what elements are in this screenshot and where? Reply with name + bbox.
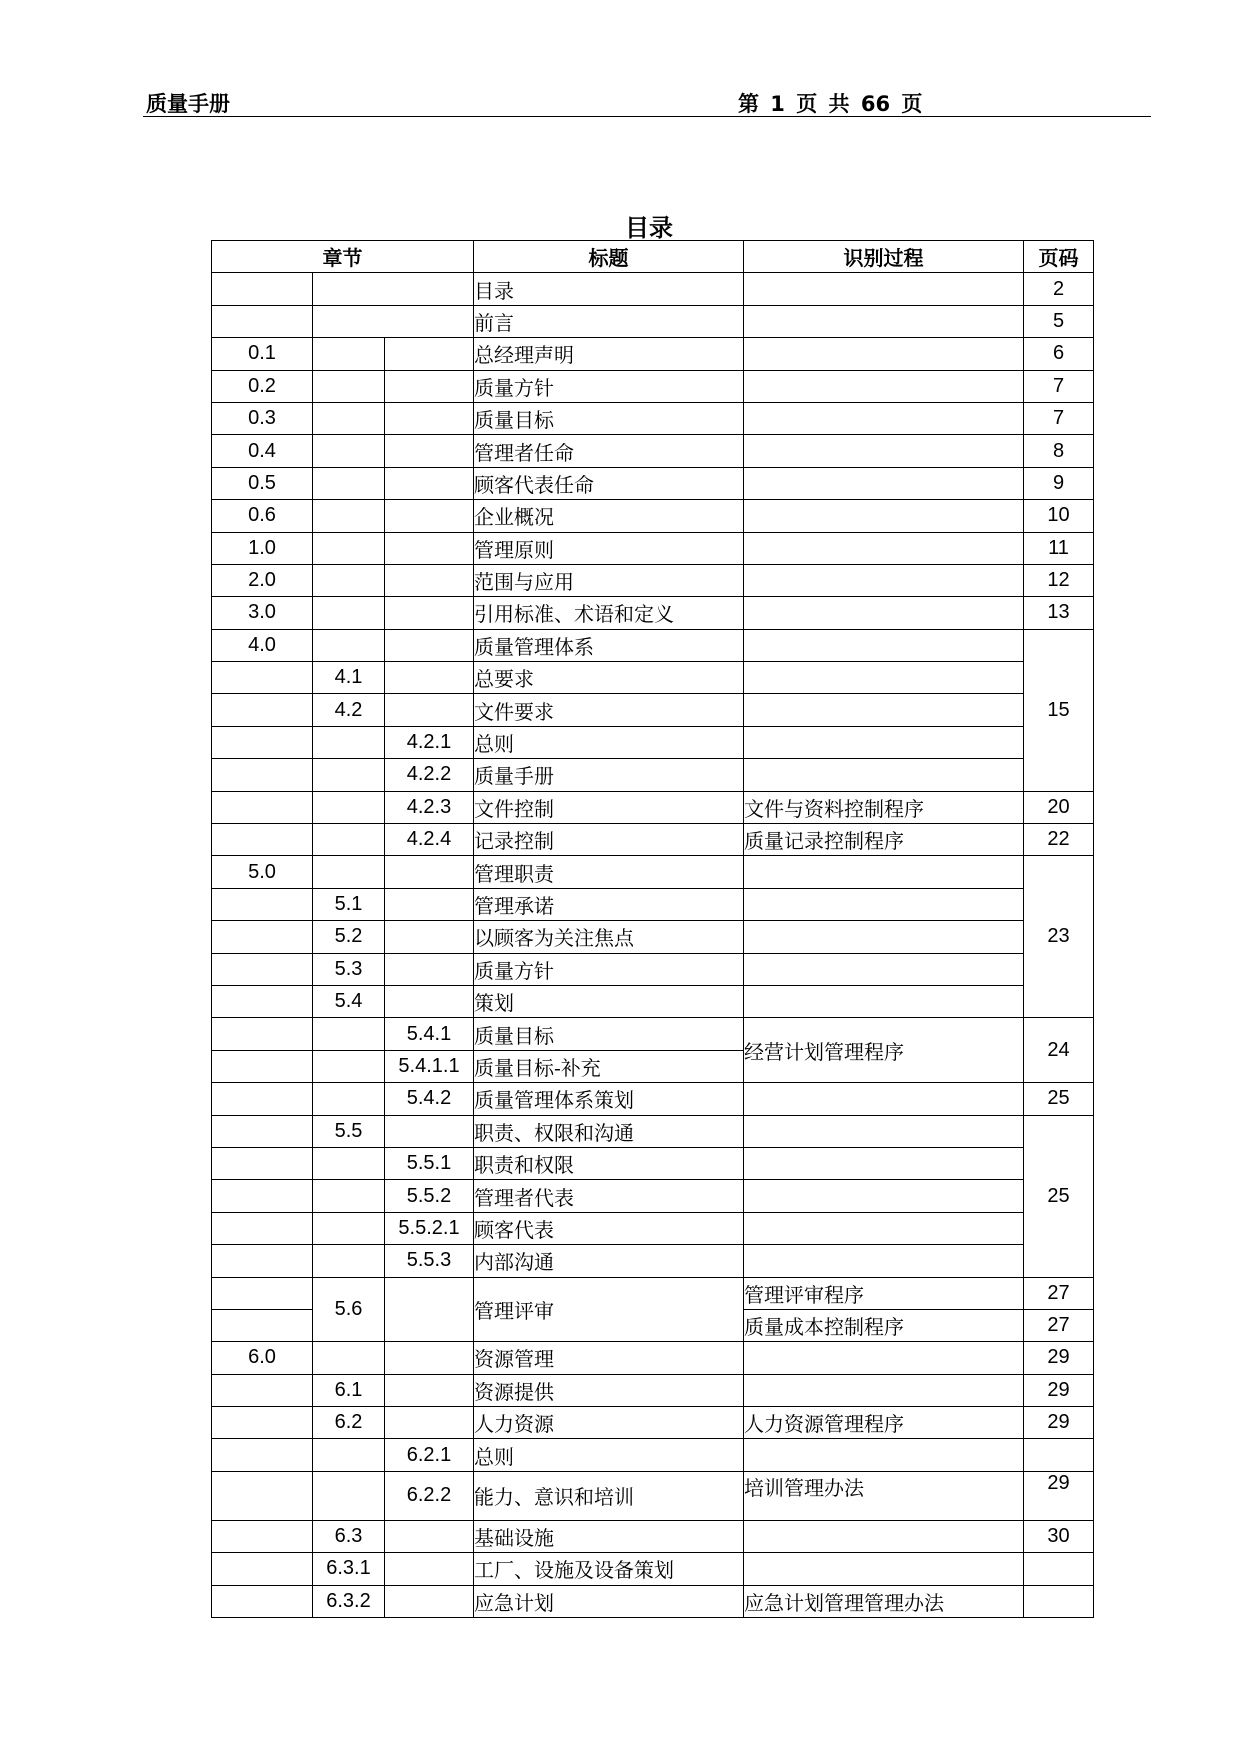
entry-title: 质量管理体系: [474, 629, 744, 661]
subsection-number: [313, 402, 385, 434]
page-number: 7: [1024, 370, 1094, 402]
process-name: [744, 1342, 1024, 1374]
subsubsection-number: [385, 1374, 474, 1406]
subsection-number: [313, 1018, 385, 1050]
subsubsection-number: 5.4.1.1: [385, 1050, 474, 1082]
subsubsection-number: 5.5.2: [385, 1180, 474, 1212]
entry-title: 工厂、设施及设备策划: [474, 1553, 744, 1585]
subsubsection-number: [385, 1342, 474, 1374]
subsection-number: 5.6: [313, 1277, 385, 1342]
entry-title: 职责和权限: [474, 1147, 744, 1179]
section-number: [212, 953, 313, 985]
entry-title: 管理原则: [474, 532, 744, 564]
col-header-chapter: 章节: [212, 241, 474, 273]
process-name: [744, 921, 1024, 953]
table-row: [212, 305, 1094, 337]
section-number: 2.0: [212, 564, 313, 596]
subsection-number: [313, 1342, 385, 1374]
subsubsection-number: [385, 338, 474, 370]
page-number: 20: [1024, 791, 1094, 823]
section-number: [212, 1245, 313, 1277]
process-name: [744, 1115, 1024, 1147]
section-number: [212, 1212, 313, 1244]
section-number: [212, 662, 313, 694]
subsubsection-number: 4.2.1: [385, 726, 474, 758]
entry-title: 质量目标-补充: [474, 1050, 744, 1082]
subsubsection-number: [385, 629, 474, 661]
table-row: [212, 1277, 1094, 1309]
entry-title: 以顾客为关注焦点: [474, 921, 744, 953]
subsection-number: 6.2: [313, 1407, 385, 1439]
subsubsection-number: [385, 953, 474, 985]
subsubsection-number: [385, 564, 474, 596]
entry-title: 总则: [474, 1439, 744, 1471]
subsection-number: [313, 629, 385, 661]
table-row: [212, 824, 1094, 856]
process-name: [744, 338, 1024, 370]
section-number: 3.0: [212, 597, 313, 629]
entry-title: 人力资源: [474, 1407, 744, 1439]
page-number: [1024, 1439, 1094, 1471]
section-number: [212, 921, 313, 953]
entry-title: 文件要求: [474, 694, 744, 726]
col-header-process: 识别过程: [744, 241, 1024, 273]
table-row: [212, 1407, 1094, 1439]
entry-title: 质量方针: [474, 370, 744, 402]
process-name: 培训管理办法: [744, 1471, 1024, 1520]
page-number: 9: [1024, 467, 1094, 499]
table-row: [212, 953, 1094, 985]
page-number: 13: [1024, 597, 1094, 629]
page-number: 24: [1024, 1018, 1094, 1083]
process-name: [744, 662, 1024, 694]
section-number: [212, 1050, 313, 1082]
table-row: [212, 1212, 1094, 1244]
subsection-number: [313, 1245, 385, 1277]
subsubsection-number: [385, 435, 474, 467]
section-number: [212, 1407, 313, 1439]
table-row: [212, 1018, 1094, 1050]
entry-title: 策划: [474, 985, 744, 1017]
subsubsection-number: [385, 597, 474, 629]
table-row: [212, 435, 1094, 467]
subsection-number: [313, 1180, 385, 1212]
process-name: [744, 888, 1024, 920]
process-name: [744, 694, 1024, 726]
subsection-number: [313, 791, 385, 823]
process-name: [744, 1439, 1024, 1471]
entry-title: 目录: [474, 273, 744, 305]
process-name: [744, 402, 1024, 434]
table-row: [212, 1520, 1094, 1552]
subsubsection-number: 5.4.2: [385, 1083, 474, 1115]
table-row: [212, 1083, 1094, 1115]
section-number: [212, 726, 313, 758]
subsection-number: 5.5: [313, 1115, 385, 1147]
page-number: 11: [1024, 532, 1094, 564]
entry-title: 管理承诺: [474, 888, 744, 920]
page-number: 29: [1024, 1374, 1094, 1406]
subsubsection-number: [385, 856, 474, 888]
col-header-title: 标题: [474, 241, 744, 273]
subsection-number: [313, 824, 385, 856]
subsection-number: 5.2: [313, 921, 385, 953]
subsection-number: [313, 1147, 385, 1179]
table-row: [212, 1115, 1094, 1147]
section-number: 0.3: [212, 402, 313, 434]
process-name: [744, 273, 1024, 305]
subsection-number: 6.3.2: [313, 1585, 385, 1617]
section-number: [212, 1553, 313, 1585]
process-name: 质量成本控制程序: [744, 1309, 1024, 1341]
process-name: 应急计划管理管理办法: [744, 1585, 1024, 1617]
subsection-number: [313, 370, 385, 402]
entry-title: 质量方针: [474, 953, 744, 985]
page-number: 27: [1024, 1277, 1094, 1309]
table-row: [212, 1180, 1094, 1212]
entry-title: 管理职责: [474, 856, 744, 888]
section-number: 6.0: [212, 1342, 313, 1374]
section-number: [212, 1520, 313, 1552]
section-number: [212, 1471, 313, 1520]
subsubsection-number: [385, 1277, 474, 1342]
process-name: [744, 500, 1024, 532]
subsubsection-number: [385, 1115, 474, 1147]
page-number: 25: [1024, 1083, 1094, 1115]
table-row: [212, 1439, 1094, 1471]
subsubsection-number: 4.2.2: [385, 759, 474, 791]
subsection-number: [313, 1050, 385, 1082]
process-name: 人力资源管理程序: [744, 1407, 1024, 1439]
table-row: [212, 370, 1094, 402]
table-row: [212, 1245, 1094, 1277]
table-row: [212, 564, 1094, 596]
process-name: 经营计划管理程序: [744, 1018, 1024, 1083]
subsection-number: [313, 532, 385, 564]
subsubsection-number: [385, 402, 474, 434]
subsubsection-number: [385, 1520, 474, 1552]
header-page-info: 第 1 页 共 66 页: [738, 92, 923, 116]
section-number: [212, 1374, 313, 1406]
table-row: [212, 1553, 1094, 1585]
table-row: [212, 629, 1094, 661]
section-number: 4.0: [212, 629, 313, 661]
section-number: [212, 1309, 313, 1341]
subsection-number: [313, 856, 385, 888]
table-row: [212, 1471, 1094, 1520]
subsection-number: [313, 1212, 385, 1244]
entry-title: 总要求: [474, 662, 744, 694]
section-number: [212, 985, 313, 1017]
subsection-number: 5.4: [313, 985, 385, 1017]
section-number: [212, 1277, 313, 1309]
entry-title: 管理评审: [474, 1277, 744, 1342]
subsection-number: 5.3: [313, 953, 385, 985]
section-number: [212, 1439, 313, 1471]
process-name: [744, 1245, 1024, 1277]
subsection-number: 6.3: [313, 1520, 385, 1552]
col-header-page: 页码: [1024, 241, 1094, 273]
entry-title: 顾客代表任命: [474, 467, 744, 499]
section-number: 0.2: [212, 370, 313, 402]
page-number: 6: [1024, 338, 1094, 370]
page-number: 22: [1024, 824, 1094, 856]
table-row: [212, 500, 1094, 532]
subsection-number: [313, 564, 385, 596]
table-row: [212, 1342, 1094, 1374]
subsection-number: 6.1: [313, 1374, 385, 1406]
entry-title: 引用标准、术语和定义: [474, 597, 744, 629]
entry-title: 记录控制: [474, 824, 744, 856]
section-number: [212, 1115, 313, 1147]
process-name: [744, 726, 1024, 758]
subsection-number: 6.3.1: [313, 1553, 385, 1585]
entry-title: 质量目标: [474, 1018, 744, 1050]
table-row: [212, 921, 1094, 953]
table-row: [212, 1147, 1094, 1179]
table-row: [212, 856, 1094, 888]
entry-title: 应急计划: [474, 1585, 744, 1617]
subsubsection-number: [385, 985, 474, 1017]
process-name: [744, 1520, 1024, 1552]
section-number: [212, 305, 313, 337]
section-number: [212, 273, 313, 305]
table-row: [212, 985, 1094, 1017]
process-name: [744, 1083, 1024, 1115]
header-divider: [143, 116, 1151, 117]
process-name: [744, 532, 1024, 564]
entry-title: 资源提供: [474, 1374, 744, 1406]
page-number: 5: [1024, 305, 1094, 337]
page-number: 27: [1024, 1309, 1094, 1341]
table-row: [212, 597, 1094, 629]
process-name: [744, 1212, 1024, 1244]
subsubsection-number: 4.2.3: [385, 791, 474, 823]
section-number: 0.4: [212, 435, 313, 467]
section-number: [212, 888, 313, 920]
page-number: 30: [1024, 1520, 1094, 1552]
table-of-contents: [211, 240, 1094, 1618]
entry-title: 管理者代表: [474, 1180, 744, 1212]
section-number: [212, 791, 313, 823]
table-row: [212, 467, 1094, 499]
subsection-number: 4.1: [313, 662, 385, 694]
page-number: 7: [1024, 402, 1094, 434]
process-name: [744, 856, 1024, 888]
process-name: 文件与资料控制程序: [744, 791, 1024, 823]
subsection-number: [313, 759, 385, 791]
entry-title: 总经理声明: [474, 338, 744, 370]
process-name: [744, 1180, 1024, 1212]
table-row: [212, 338, 1094, 370]
subsubsection-number: [385, 662, 474, 694]
subsection-number: [313, 467, 385, 499]
subsection-number: [313, 273, 474, 305]
subsection-number: [313, 597, 385, 629]
page-number: 12: [1024, 564, 1094, 596]
process-name: [744, 1553, 1024, 1585]
process-name: 质量记录控制程序: [744, 824, 1024, 856]
section-number: [212, 1180, 313, 1212]
entry-title: 范围与应用: [474, 564, 744, 596]
section-number: 0.1: [212, 338, 313, 370]
entry-title: 质量手册: [474, 759, 744, 791]
page-number: [1024, 1585, 1094, 1617]
subsubsection-number: [385, 532, 474, 564]
table-row: [212, 273, 1094, 305]
subsubsection-number: [385, 1553, 474, 1585]
table-row: [212, 694, 1094, 726]
page-number: 10: [1024, 500, 1094, 532]
subsubsection-number: [385, 467, 474, 499]
subsubsection-number: [385, 1407, 474, 1439]
table-row: [212, 1585, 1094, 1617]
subsection-number: 5.1: [313, 888, 385, 920]
process-name: [744, 597, 1024, 629]
section-number: [212, 1147, 313, 1179]
process-name: [744, 467, 1024, 499]
table-row: [212, 888, 1094, 920]
page-number: 15: [1024, 629, 1094, 791]
subsubsection-number: [385, 500, 474, 532]
entry-title: 质量目标: [474, 402, 744, 434]
entry-title: 文件控制: [474, 791, 744, 823]
subsection-number: [313, 726, 385, 758]
process-name: [744, 1147, 1024, 1179]
process-name: [744, 305, 1024, 337]
subsection-number: [313, 1471, 385, 1520]
page-number: 25: [1024, 1115, 1094, 1277]
entry-title: 前言: [474, 305, 744, 337]
page-number: 29: [1024, 1471, 1094, 1520]
subsection-number: [313, 338, 385, 370]
subsection-number: 4.2: [313, 694, 385, 726]
process-name: [744, 370, 1024, 402]
subsubsection-number: [385, 888, 474, 920]
subsubsection-number: [385, 370, 474, 402]
section-number: [212, 824, 313, 856]
section-number: [212, 694, 313, 726]
subsection-number: [313, 1439, 385, 1471]
entry-title: 基础设施: [474, 1520, 744, 1552]
header-document-name: 质量手册: [146, 92, 230, 116]
page-title: 目录: [625, 214, 673, 242]
process-name: 管理评审程序: [744, 1277, 1024, 1309]
section-number: [212, 1018, 313, 1050]
subsubsection-number: 5.5.3: [385, 1245, 474, 1277]
entry-title: 职责、权限和沟通: [474, 1115, 744, 1147]
section-number: 0.5: [212, 467, 313, 499]
subsection-number: [313, 1083, 385, 1115]
subsection-number: [313, 500, 385, 532]
process-name: [744, 564, 1024, 596]
subsubsection-number: [385, 1585, 474, 1617]
section-number: 1.0: [212, 532, 313, 564]
subsubsection-number: 5.5.1: [385, 1147, 474, 1179]
entry-title: 质量管理体系策划: [474, 1083, 744, 1115]
subsubsection-number: 5.4.1: [385, 1018, 474, 1050]
table-row: [212, 662, 1094, 694]
subsubsection-number: [385, 921, 474, 953]
section-number: 0.6: [212, 500, 313, 532]
entry-title: 内部沟通: [474, 1245, 744, 1277]
table-row: [212, 726, 1094, 758]
entry-title: 总则: [474, 726, 744, 758]
process-name: [744, 759, 1024, 791]
table-row: [212, 532, 1094, 564]
entry-title: 能力、意识和培训: [474, 1471, 744, 1520]
entry-title: 管理者任命: [474, 435, 744, 467]
section-number: [212, 759, 313, 791]
subsection-number: [313, 305, 474, 337]
page-number: 29: [1024, 1407, 1094, 1439]
table-row: [212, 402, 1094, 434]
subsubsection-number: [385, 694, 474, 726]
subsubsection-number: 4.2.4: [385, 824, 474, 856]
table-row: [212, 1374, 1094, 1406]
process-name: [744, 953, 1024, 985]
table-row: [212, 759, 1094, 791]
process-name: [744, 435, 1024, 467]
entry-title: 企业概况: [474, 500, 744, 532]
subsubsection-number: 6.2.1: [385, 1439, 474, 1471]
page-number: 23: [1024, 856, 1094, 1018]
subsection-number: [313, 435, 385, 467]
subsubsection-number: 5.5.2.1: [385, 1212, 474, 1244]
entry-title: 资源管理: [474, 1342, 744, 1374]
page-number: 2: [1024, 273, 1094, 305]
page-number: [1024, 1553, 1094, 1585]
section-number: [212, 1083, 313, 1115]
subsubsection-number: 6.2.2: [385, 1471, 474, 1520]
page-number: 29: [1024, 1342, 1094, 1374]
process-name: [744, 1374, 1024, 1406]
header-row: [212, 241, 1094, 273]
section-number: [212, 1585, 313, 1617]
section-number: 5.0: [212, 856, 313, 888]
entry-title: 顾客代表: [474, 1212, 744, 1244]
process-name: [744, 985, 1024, 1017]
table-row: [212, 791, 1094, 823]
process-name: [744, 629, 1024, 661]
page-number: 8: [1024, 435, 1094, 467]
